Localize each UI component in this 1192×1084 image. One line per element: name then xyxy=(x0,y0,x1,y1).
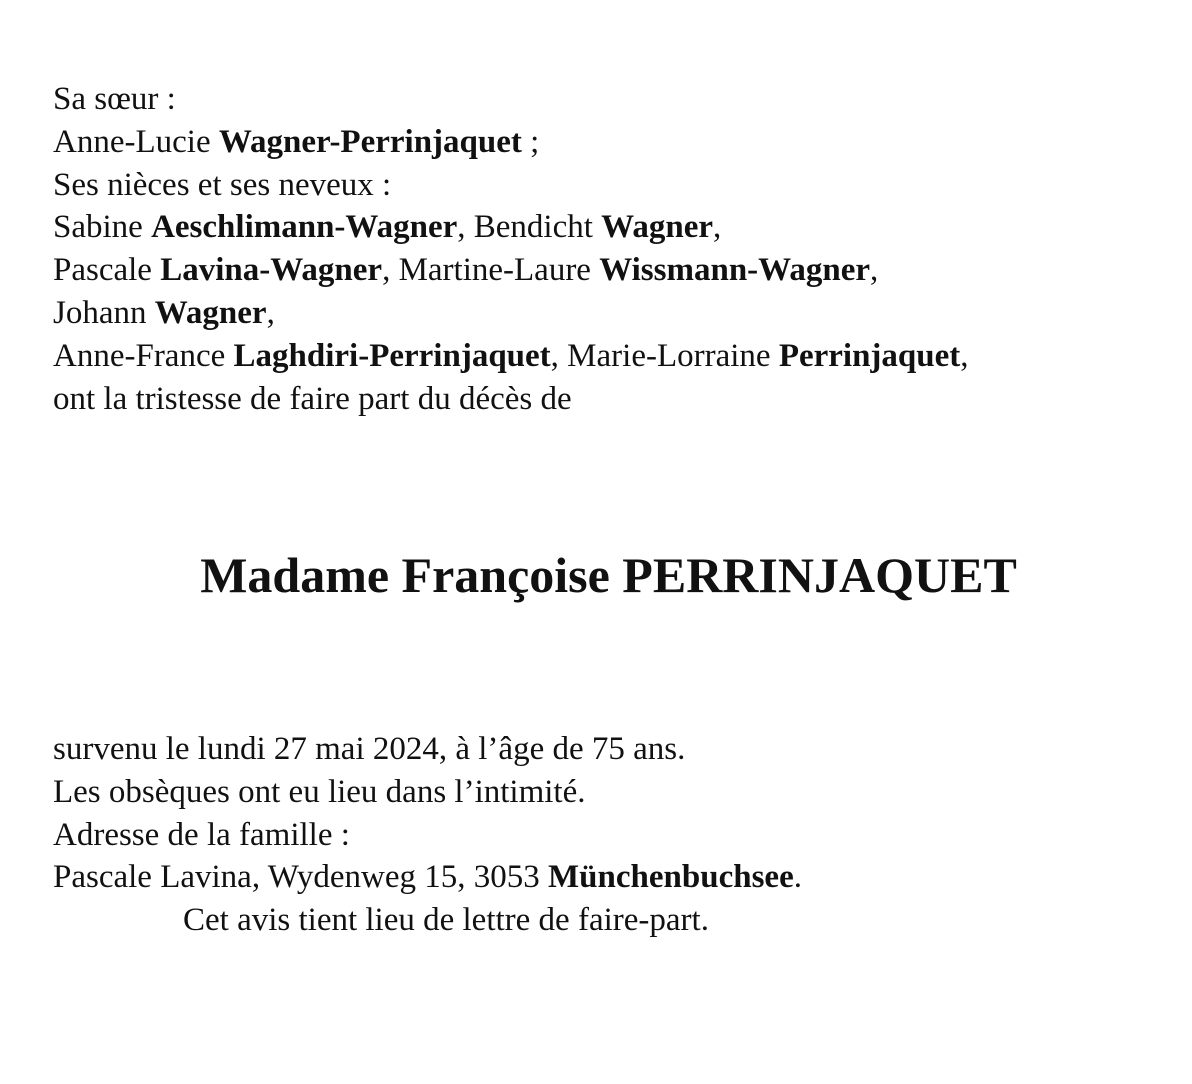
sister-label: Sa sœur : xyxy=(53,81,176,117)
given-name: Martine-Laure xyxy=(398,252,600,289)
notice-details xyxy=(53,728,802,942)
surname: Wagner-Perrinjaquet xyxy=(218,123,522,160)
surname: Wagner xyxy=(154,294,267,331)
given-name: Anne-Lucie xyxy=(53,123,219,160)
family-list xyxy=(53,78,969,420)
relatives-line xyxy=(53,292,969,335)
punctuation: , xyxy=(712,209,722,246)
relatives-line xyxy=(53,249,969,292)
surname: Aeschlimann-Wagner xyxy=(151,209,458,246)
family-address xyxy=(53,856,802,899)
surname: Wagner xyxy=(601,209,713,246)
relatives-line xyxy=(53,335,969,378)
given-name: Bendicht xyxy=(473,209,602,246)
punctuation: . xyxy=(793,859,802,896)
punctuation: , xyxy=(870,252,879,289)
deceased-name-heading: Madame Françoise PERRINJAQUET xyxy=(200,547,1017,603)
surname: Wissmann-Wagner xyxy=(599,252,870,289)
punctuation: , xyxy=(266,294,275,331)
closing-statement: Cet avis tient lieu de lettre de faire-part. xyxy=(183,902,709,939)
punctuation: ; xyxy=(521,123,540,160)
punctuation: , xyxy=(960,337,969,374)
surname: Lavina-Wagner xyxy=(160,252,383,289)
address-street: Pascale Lavina, Wydenweg 15, 3053 xyxy=(53,859,549,896)
given-name: Johann xyxy=(53,294,155,331)
given-name: Pascale xyxy=(53,252,161,289)
separator: , xyxy=(457,209,474,246)
death-date-line: survenu le lundi 27 mai 2024, à l’âge de 75 ans. xyxy=(53,731,686,767)
surname: Perrinjaquet xyxy=(778,337,961,374)
separator: , xyxy=(382,252,399,289)
separator: , xyxy=(550,337,568,374)
sister-line xyxy=(53,121,969,164)
nieces-nephews-label: Ses nièces et ses neveux : xyxy=(53,166,392,203)
relatives-line xyxy=(53,206,969,249)
given-name: Sabine xyxy=(53,209,152,246)
surname: Laghdiri-Perrinjaquet xyxy=(233,337,551,374)
announcement-text: ont la tristesse de faire part du décès de xyxy=(53,380,572,417)
funeral-line: Les obsèques ont eu lieu dans l’intimité. xyxy=(53,773,586,810)
given-name: Marie-Lorraine xyxy=(567,337,779,374)
address-city: Münchenbuchsee xyxy=(548,859,794,896)
given-name: Anne-France xyxy=(53,337,234,374)
address-label: Adresse de la famille : xyxy=(53,816,350,853)
